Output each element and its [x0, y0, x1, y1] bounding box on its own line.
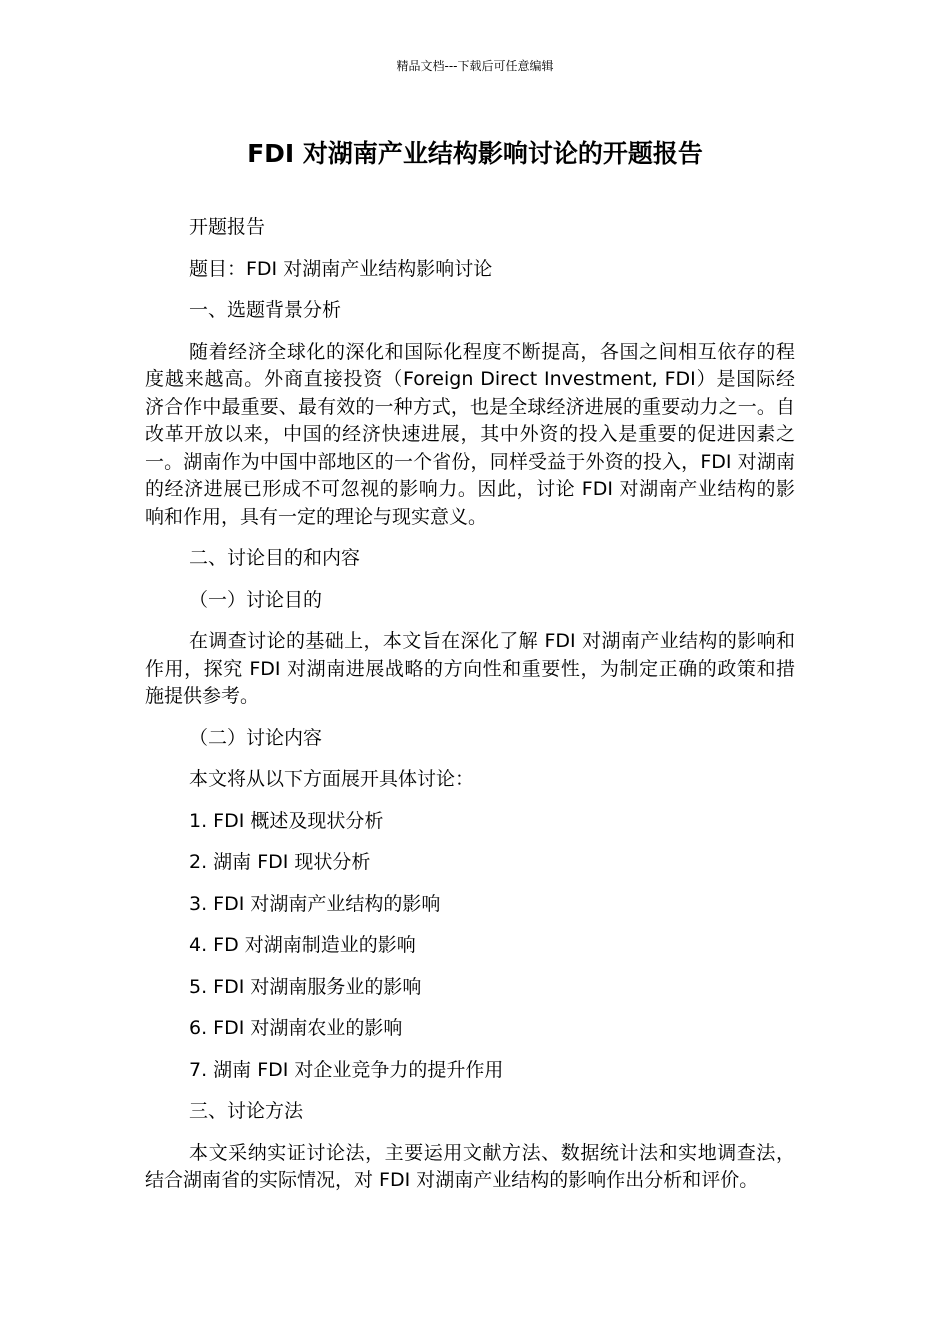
page-header-note: 精品文档---下载后可任意编辑 — [396, 59, 554, 73]
list-item: 5. FDI 对湖南服务业的影响 — [189, 975, 422, 998]
paragraph-method: 本文采纳实证讨论法，主要运用文献方法、数据统计法和实地调查法，结合湖南省的实际情况，对 FDI 对湖南产业结构的影响作出分析和评价。 — [145, 1141, 795, 1191]
paragraph-background: 随着经济全球化的深化和国际化程度不断提高，各国之间相互依存的程度越来越高。外商直接投资（Foreign Direct Investment, FDI）是国际经济合作中最重要、最有效的一种方式，也是全球经济进展的重要动力之一。自改革开放以来，中国的经济快速进展，其中外资的投入是重要的促进因素之一。湖南作为中国中部地区的一个省份，同样受益于外资的投入，FDI 对湖南的经济进展已形成不可忽视的影响力。因此，讨论 FDI 对湖南产业结构的影响和作用，具有一定的理论与现实意义。 — [145, 340, 795, 528]
list-item: 7. 湖南 FDI 对企业竞争力的提升作用 — [189, 1058, 504, 1081]
list-item: 4. FD 对湖南制造业的影响 — [189, 934, 416, 956]
list-item: 6. FDI 对湖南农业的影响 — [189, 1017, 403, 1039]
report-label: 开题报告 — [189, 216, 266, 238]
section-heading-method: 三、讨论方法 — [189, 1100, 304, 1122]
list-item: 1. FDI 概述及现状分析 — [189, 809, 384, 832]
paragraph-purpose: 在调查讨论的基础上，本文旨在深化了解 FDI 对湖南产业结构的影响和作用，探究 FDI 对湖南进展战略的方向性和重要性，为制定正确的政策和措施提供参考。 — [145, 630, 795, 707]
document-title: FDI 对湖南产业结构影响讨论的开题报告 — [247, 139, 703, 168]
section-heading-purpose-content: 二、讨论目的和内容 — [189, 547, 361, 569]
content-intro: 本文将从以下方面展开具体讨论： — [189, 768, 475, 790]
subsection-heading-content: （二）讨论内容 — [189, 726, 323, 749]
section-heading-background: 一、选题背景分析 — [189, 299, 342, 321]
document-body — [145, 214, 795, 1209]
topic-line: 题目：FDI 对湖南产业结构影响讨论 — [189, 257, 493, 280]
list-item: 2. 湖南 FDI 现状分析 — [189, 851, 371, 873]
subsection-heading-purpose: （一）讨论目的 — [189, 588, 323, 611]
list-item: 3. FDI 对湖南产业结构的影响 — [189, 892, 441, 915]
